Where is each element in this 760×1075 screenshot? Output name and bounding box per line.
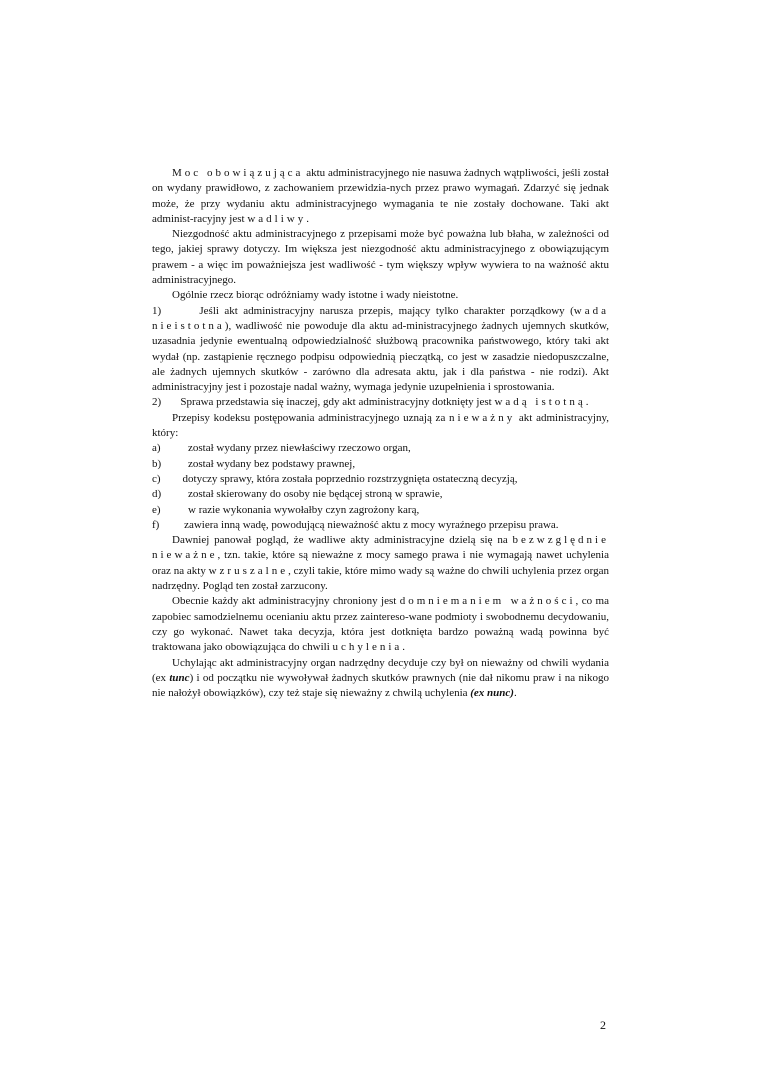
list-item-text: Jeśli akt administracyjny narusza przepis, mający tylko charakter porządkowy (	[199, 304, 574, 317]
list-item-text: został wydany bez podstawy prawnej,	[188, 457, 356, 470]
paragraph-text: , czyli takie, które mimo wady są ważne do chwili uchylenia przez organ nadrzędny. Pogląd ten został zarzucony.	[152, 564, 610, 593]
paragraph-obecnie	[152, 594, 609, 655]
spaced-term: wadą istotną	[494, 396, 586, 409]
letter-item-c	[152, 472, 609, 487]
letter-item-e	[152, 503, 609, 518]
list-item-text: .	[585, 396, 589, 409]
list-marker: d)	[152, 488, 162, 501]
document-body	[152, 166, 609, 701]
spaced-term: Moc obowiązująca	[172, 167, 304, 179]
list-item-text: został wydany przez niewłaściwy rzeczowo organ,	[188, 442, 411, 455]
spaced-term: wadliwy	[247, 212, 307, 225]
paragraph-text: .	[513, 687, 517, 700]
list-item-2	[152, 395, 609, 410]
paragraph-uchylajac	[152, 656, 609, 702]
paragraph-text: Przepisy kodeksu postępowania administracyjnego uznają za	[172, 411, 450, 424]
paragraph-wady: Ogólnie rzecz biorąc odróżniamy wady istotne i wady nieistotne.	[172, 289, 459, 302]
list-marker: 1)	[152, 304, 162, 317]
paragraph-text: Uchylając akt administracyjny organ nadrzędny decyduje czy był on nieważny od chwili wydania (ex	[152, 656, 609, 684]
paragraph-moc-obowiazujaca	[152, 166, 609, 227]
list-marker: 2)	[152, 396, 162, 409]
paragraph-text: Obecnie każdy akt administracyjny chroniony jest	[172, 595, 400, 608]
spaced-term: wzruszalne	[208, 564, 289, 577]
paragraph-text: aktu administracyjnego nie nasuwa żadnych wątpliwości, jeśli został on wydany prawidłowo, z zachowaniem przewidzia-nych przez prawo wymagań. Zdarzyć się jednak może, że przy wydaniu aktu administracyjnego wymagania te nie zostały dochowane. Taki akt administ-racyjny jest	[152, 167, 609, 225]
list-marker: c)	[152, 472, 161, 485]
emphasis-term: (ex nunc)	[470, 687, 514, 700]
letter-item-f	[152, 518, 609, 533]
page-number: 2	[600, 1018, 606, 1032]
spaced-term: nieważny	[449, 411, 516, 424]
paragraph-text: ) i od początku nie wywoływał żadnych skutków prawnych (nie dał nikomu praw i na nikogo nie nałożył obowiązków), czy też staje się nieważny z chwilą uchylenia	[152, 671, 610, 700]
list-marker: b)	[152, 457, 162, 470]
list-item-text: został skierowany do osoby nie będącej stroną w sprawie,	[188, 488, 443, 501]
list-marker: f)	[152, 518, 160, 531]
letter-item-b	[152, 457, 609, 472]
paragraph-text: Dawniej panował pogląd, że wadliwe akty administracyjne dzielą się na	[172, 534, 513, 547]
letter-item-a	[152, 441, 609, 456]
list-marker: e)	[152, 503, 161, 516]
list-item-text: Sprawa przedstawia się inaczej, gdy akt administracyjny dotknięty jest	[180, 396, 495, 409]
emphasis-term: tunc	[169, 671, 190, 684]
list-item-text: w razie wykonania wywołałby czyn zagrożony karą,	[188, 503, 420, 516]
spaced-term: bezwzględnie nieważne	[152, 534, 609, 562]
list-item-1	[152, 304, 609, 396]
spaced-term: wada nieistotna	[152, 304, 609, 332]
paragraph-przepisy-kpa	[152, 411, 609, 442]
list-item-text: dotyczy sprawy, która została poprzednio rozstrzygnięta ostateczną decyzją,	[182, 472, 518, 485]
paragraph-text: , co ma zapobiec samodzielnemu ocenianiu aktu przez zaintereso-wane podmioty i swobodnemu decydowaniu, czy go wykonać. Nawet taka decyzja, która jest dotknięta bardzo poważną wadą powinna być traktowana jako obowiązująca do chwili	[152, 595, 609, 654]
letter-item-d	[152, 487, 609, 502]
spaced-term: uchylenia	[332, 641, 403, 654]
paragraph-text: , tzn. takie, które są nieważne z mocy samego prawa i nie wymagają nawet uchylenia oraz na akty	[152, 549, 609, 577]
paragraph-text: .	[402, 641, 406, 654]
paragraph-text: .	[306, 212, 309, 225]
spaced-term: domniemaniem ważności	[399, 595, 576, 608]
paragraph-niezgodnosc: Niezgodność aktu administracyjnego z przepisami może być poważna lub błaha, w zależności od tego, jakiej sprawy dotyczy. Im większa jest niezgodność aktu administracyjnego z obowiązującym prawem - a więc im poważniejsza jest wadliwość - tym większy wpływ wywiera to na ważność aktu administracyjnego.	[152, 228, 609, 287]
list-marker: a)	[152, 442, 161, 455]
list-item-text: zawiera inną wadę, powodującą nieważność aktu z mocy wyraźnego przepisu prawa.	[184, 518, 559, 531]
list-item-text: ), wadliwość nie powoduje dla aktu ad-ministracyjnego żadnych ujemnych skutków, uzasadnia jedynie ewentualną odpowiedzialność służbową pracownika państwowego, który taki akt wydał (np. zastąpienie ręcznego podpisu odpowiednią pieczątką, co jest w zasadzie niedopuszczalne, ale żadnych ujemnych skutków - zarówno dla adresata aktu, jak i dla państwa - nie rodzi). Akt administracyjny jest i pozostaje nadal ważny, wymaga jedynie uzupełnienia i sprostowania.	[152, 319, 609, 394]
paragraph-text: akt administracyjny, który:	[152, 411, 609, 440]
paragraph-dawniej	[152, 533, 609, 594]
